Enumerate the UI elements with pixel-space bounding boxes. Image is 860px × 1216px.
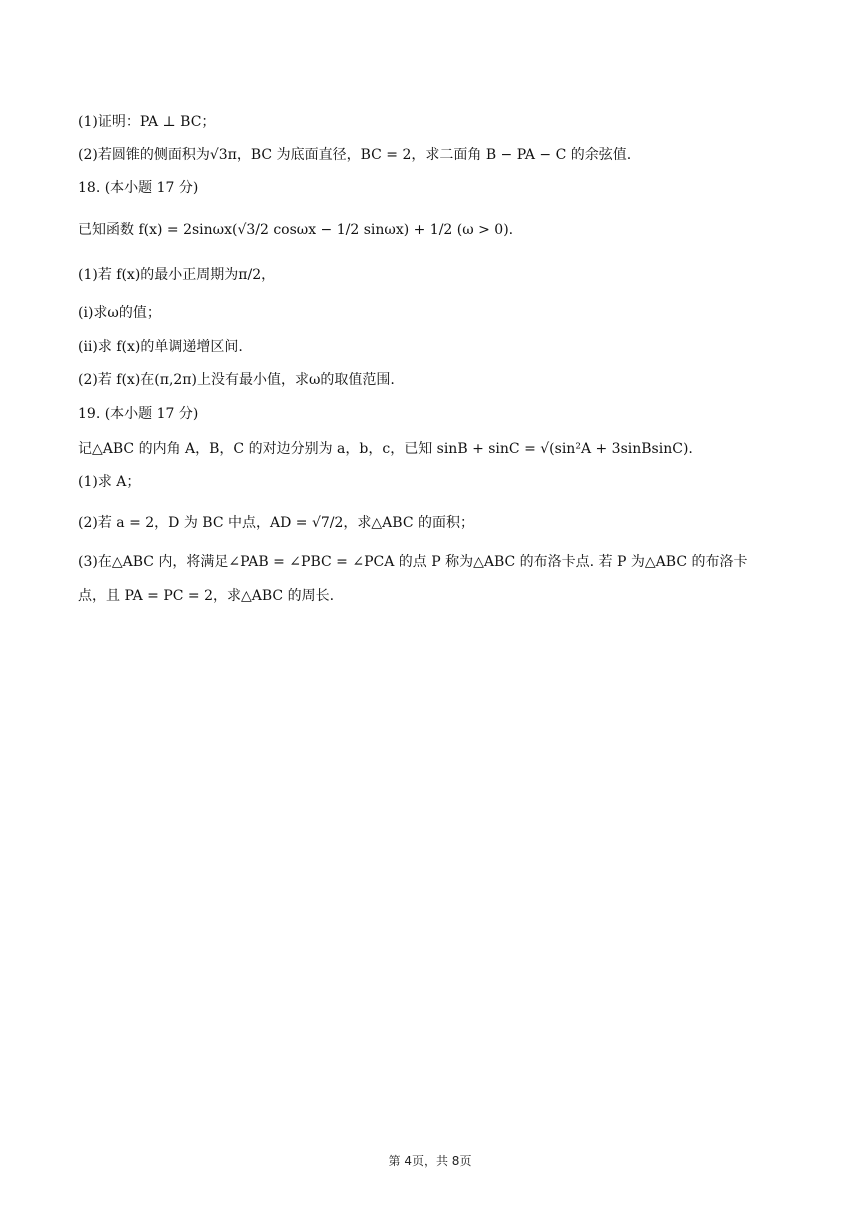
page-footer: 第 4页，共 8页 bbox=[388, 1154, 472, 1168]
q18-part2: (2)若 f(x)在(π,2π)上没有最小值，求ω的取值范围. bbox=[78, 372, 395, 388]
q19-header: 19. (本小题 17 分) bbox=[78, 406, 199, 422]
q19-stem: 记△ABC 的内角 A，B，C 的对边分别为 a，b，c，已知 sinB + sinC = √(sin²A + 3sinBsinC). bbox=[78, 441, 693, 457]
q19-part3-line2: 点，且 PA = PC = 2，求△ABC 的周长. bbox=[78, 588, 335, 604]
q19-part2: (2)若 a = 2，D 为 BC 中点，AD = √7/2，求△ABC 的面积； bbox=[78, 515, 475, 531]
q17-part2: (2)若圆锥的侧面积为√3π，BC 为底面直径，BC = 2，求二面角 B − PA − C 的余弦值. bbox=[78, 147, 632, 163]
q18-stem: 已知函数 f(x) = 2sinωx(√3/2 cosωx − 1/2 sinωx) + 1/2 (ω > 0). bbox=[78, 222, 514, 238]
q18-part1-i: (ⅰ)求ω的值； bbox=[78, 305, 161, 321]
q18-part1-ii: (ⅱ)求 f(x)的单调递增区间. bbox=[78, 339, 243, 355]
q18-part1: (1)若 f(x)的最小正周期为π/2， bbox=[78, 267, 276, 283]
q19-part3-line1: (3)在△ABC 内，将满足∠PAB = ∠PBC = ∠PCA 的点 P 称为△ABC 的布洛卡点. 若 P 为△ABC 的布洛卡 bbox=[78, 554, 748, 570]
q19-part1: (1)求 A； bbox=[78, 474, 141, 490]
q18-header: 18. (本小题 17 分) bbox=[78, 180, 199, 196]
q17-part1: (1)证明：PA ⊥ BC； bbox=[78, 114, 216, 130]
